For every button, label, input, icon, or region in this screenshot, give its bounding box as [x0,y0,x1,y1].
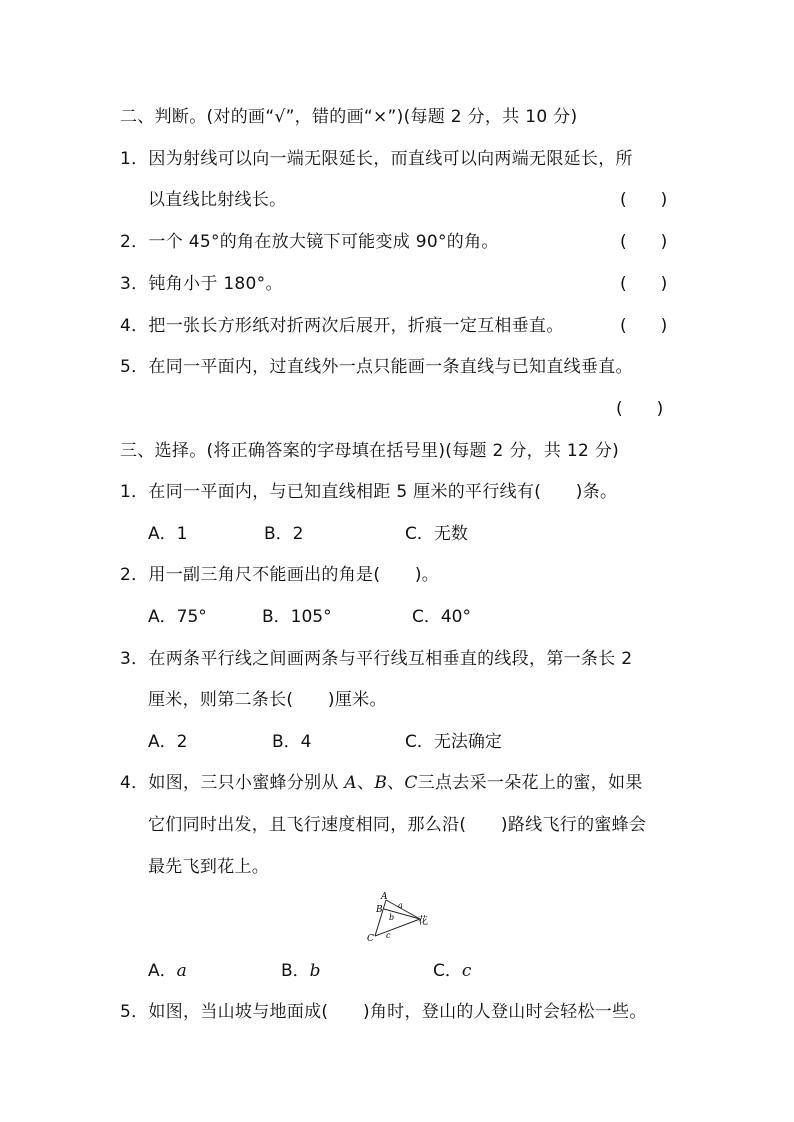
judge-item-1-line1: 1．因为射线可以向一端无限延长，而直线可以向两端无限延长，所 [120,149,633,169]
diagram-route-c: c [386,931,391,940]
choice-q3-option-b[interactable]: B．4 [272,732,312,752]
diagram-route-b: b [389,913,395,922]
point-label-a: A [344,773,357,793]
judge-item-3-answer-paren[interactable]: ( ) [620,274,668,294]
choice-q1-text: 1．在同一平面内，与已知直线相距 5 厘米的平行线有( )条。 [120,482,618,502]
choice-q4-line2: 它们同时出发，且飞行速度相同，那么沿( )路线飞行的蜜蜂会 [148,815,647,835]
choice-q3-option-a[interactable]: A．2 [148,732,188,752]
judge-item-1-line2: 以直线比射线长。 [148,190,287,210]
choice-q3-line1: 3．在两条平行线之间画两条与平行线互相垂直的线段，第一条长 2 [120,649,633,669]
choice-q1-option-a[interactable]: A．1 [148,524,188,544]
choice-q4-option-a[interactable]: A．a [148,961,187,981]
choice-q2-text: 2．用一副三角尺不能画出的角是( )。 [120,565,440,585]
choice-q3-line2: 厘米，则第二条长( )厘米。 [148,690,387,710]
choice-q2-option-b[interactable]: B．105° [262,607,332,627]
diagram-label-a: A [381,892,388,902]
bee-route-diagram [362,888,432,946]
judge-item-4: 4．把一张长方形纸对折两次后展开，折痕一定互相垂直。 [120,316,564,336]
choice-q1-option-c[interactable]: C．无数 [405,524,468,544]
judge-item-2-answer-paren[interactable]: ( ) [620,232,668,252]
diagram-flower-label: 花 [418,916,428,927]
choice-q5-text: 5．如图，当山坡与地面成( )角时，登山的人登山时会轻松一些。 [120,1002,647,1022]
judge-item-5-answer-paren[interactable]: ( ) [616,399,664,419]
choice-q3-option-c[interactable]: C．无法确定 [405,732,502,752]
diagram-route-a: a [398,901,403,910]
judge-item-4-answer-paren[interactable]: ( ) [620,316,668,336]
point-label-c: C [404,773,418,793]
point-label-b: B [374,773,388,793]
section-3-heading: 三、选择。(将正确答案的字母填在括号里)(每题 2 分，共 12 分) [120,441,620,461]
choice-q4-line3: 最先飞到花上。 [148,857,270,877]
section-2-heading: 二、判断。(对的画“√”，错的画“×”)(每题 2 分，共 10 分) [120,107,578,127]
diagram-label-c: C [367,934,374,944]
choice-q2-option-a[interactable]: A．75° [148,607,207,627]
choice-q2-option-c[interactable]: C．40° [412,607,472,627]
route-c-line [375,919,420,936]
judge-item-2: 2．一个 45°的角在放大镜下可能变成 90°的角。 [120,232,499,252]
choice-q1-option-b[interactable]: B．2 [264,524,304,544]
diagram-label-b: B [376,905,383,915]
judge-item-3: 3．钝角小于 180°。 [120,274,283,294]
judge-item-5: 5．在同一平面内，过直线外一点只能画一条直线与已知直线垂直。 [120,357,633,377]
choice-q4-option-b[interactable]: B．b [281,961,321,981]
choice-q4-line1: 4．如图，三只小蜜蜂分别从 A、B、C三点去采一朵花上的蜜，如果 [120,773,643,793]
judge-item-1-answer-paren[interactable]: ( ) [620,190,668,210]
choice-q4-option-c[interactable]: C．c [433,961,472,981]
